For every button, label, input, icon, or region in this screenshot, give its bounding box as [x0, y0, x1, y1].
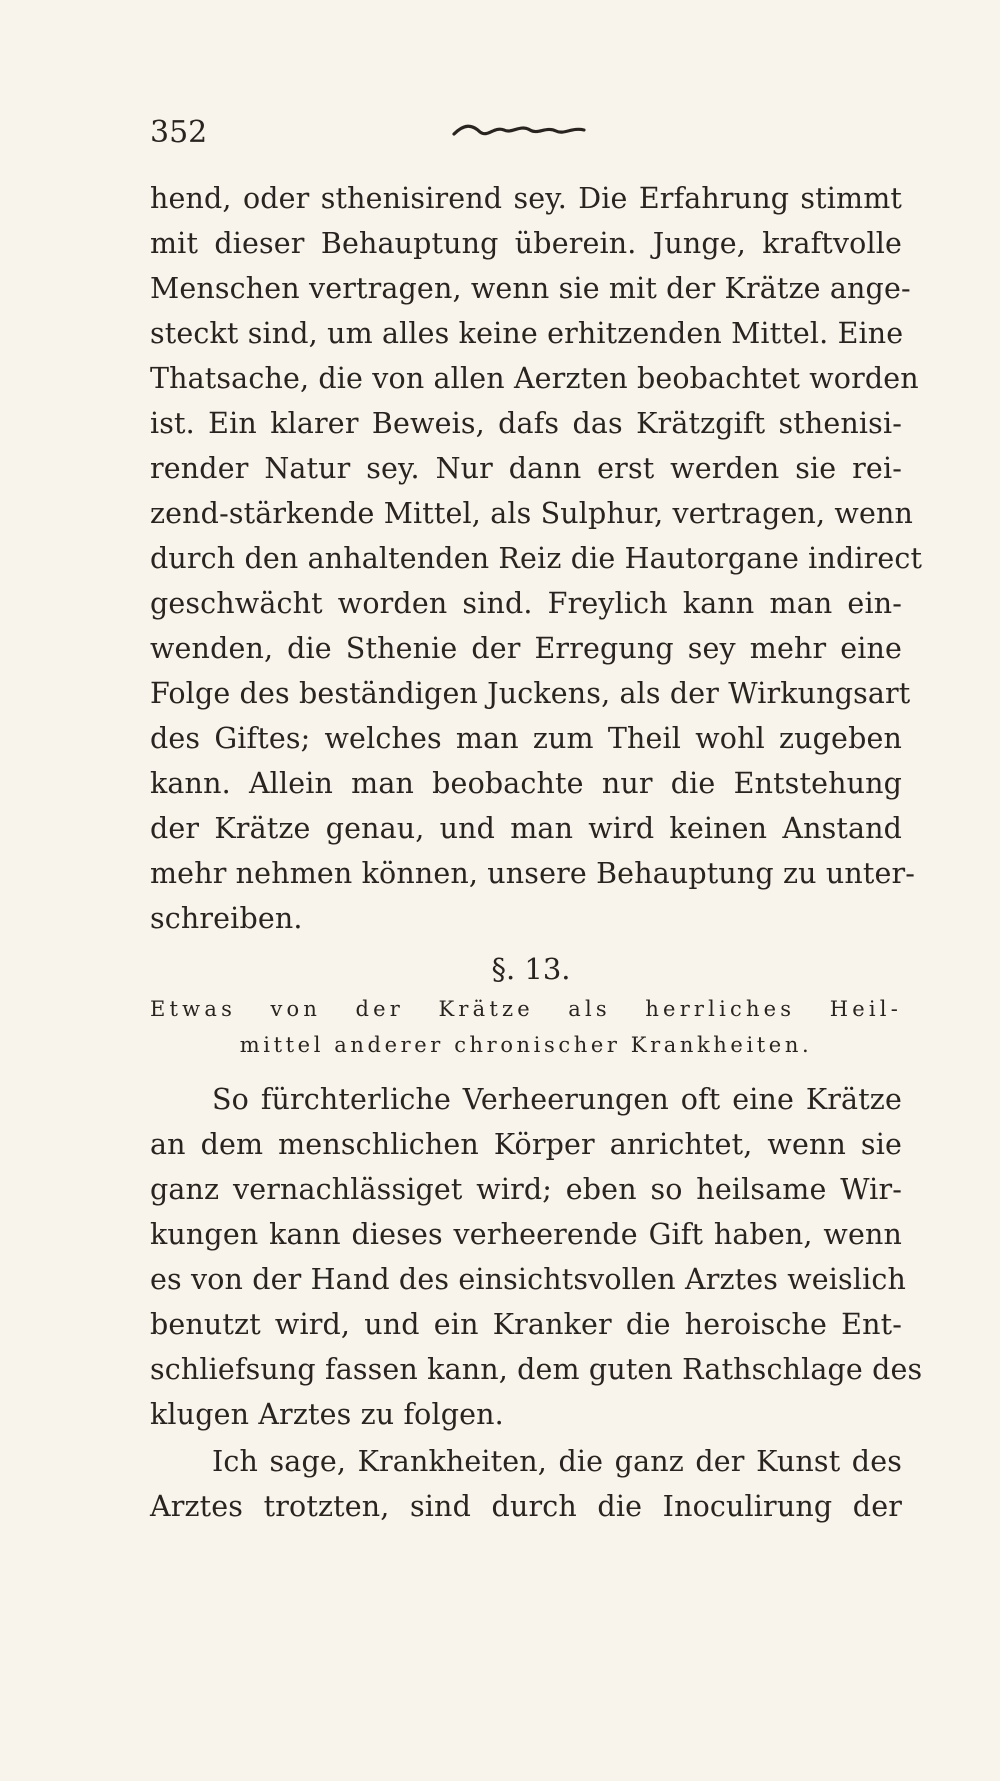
- text-line: hend, oder sthenisirend sey. Die Erfahrung stimmt: [150, 182, 902, 215]
- text-line: klugen Arztes zu folgen.: [150, 1398, 504, 1431]
- text-line: es von der Hand des einsichtsvollen Arztes weislich: [150, 1263, 906, 1296]
- text-line: Ich sage, Krankheiten, die ganz der Kunst des: [212, 1445, 902, 1478]
- text-line: Folge des beständigen Juckens, als der Wirkungsart: [150, 677, 911, 710]
- text-line: So fürchterliche Verheerungen oft eine Krätze: [212, 1083, 902, 1116]
- text-line: ganz vernachlässiget wird; eben so heilsame Wir-: [150, 1173, 902, 1206]
- text-line: kann. Allein man beobachte nur die Entstehung: [150, 767, 902, 800]
- text-line: mehr nehmen können, unsere Behauptung zu unter-: [150, 857, 916, 890]
- header-ornament-icon: [450, 122, 590, 142]
- page-number: 352: [150, 115, 208, 150]
- text-line: benutzt wird, und ein Kranker die heroische Ent-: [150, 1308, 902, 1341]
- section-number: §. 13.: [491, 952, 571, 986]
- text-line: Menschen vertragen, wenn sie mit der Krätze ange-: [150, 272, 911, 305]
- body-text: [150, 176, 923, 1529]
- text-line: schreiben.: [150, 902, 303, 935]
- text-line: Arztes trotzten, sind durch die Inoculirung der: [150, 1490, 902, 1523]
- text-line: durch den anhaltenden Reiz die Hautorgane indirect: [150, 542, 923, 575]
- text-line: des Giftes; welches man zum Theil wohl zugeben: [150, 722, 902, 755]
- text-line: geschwächt worden sind. Freylich kann man ein-: [150, 587, 902, 620]
- text-line: kungen kann dieses verheerende Gift haben, wenn: [150, 1218, 902, 1251]
- text-line: an dem menschlichen Körper anrichtet, wenn sie: [150, 1128, 902, 1161]
- text-line: schliefsung fassen kann, dem guten Rathschlage des: [150, 1353, 923, 1386]
- text-line: Thatsache, die von allen Aerzten beobachtet worden: [150, 362, 919, 395]
- text-line: der Krätze genau, und man wird keinen Anstand: [150, 812, 902, 845]
- paragraph-1: [150, 176, 923, 941]
- page-header: [150, 115, 900, 158]
- text-line: steckt sind, um alles keine erhitzenden Mittel. Eine: [150, 317, 904, 350]
- text-line: wenden, die Sthenie der Erregung sey mehr eine: [150, 632, 902, 665]
- text-line: ist. Ein klarer Beweis, dafs das Krätzgift sthenisi-: [150, 407, 902, 440]
- text-line: zend-stärkende Mittel, als Sulphur, vertragen, wenn: [150, 497, 913, 530]
- section-heading: [150, 947, 902, 1063]
- paragraph-2: [150, 1077, 923, 1437]
- section-title-line: Etwas von der Krätze als herrliches Heil-: [150, 997, 902, 1021]
- section-title-line: mittel anderer chronischer Krankheiten.: [239, 1033, 813, 1057]
- text-line: render Natur sey. Nur dann erst werden sie rei-: [150, 452, 902, 485]
- paragraph-3: [150, 1439, 902, 1529]
- text-line: mit dieser Behauptung überein. Junge, kraftvolle: [150, 227, 902, 260]
